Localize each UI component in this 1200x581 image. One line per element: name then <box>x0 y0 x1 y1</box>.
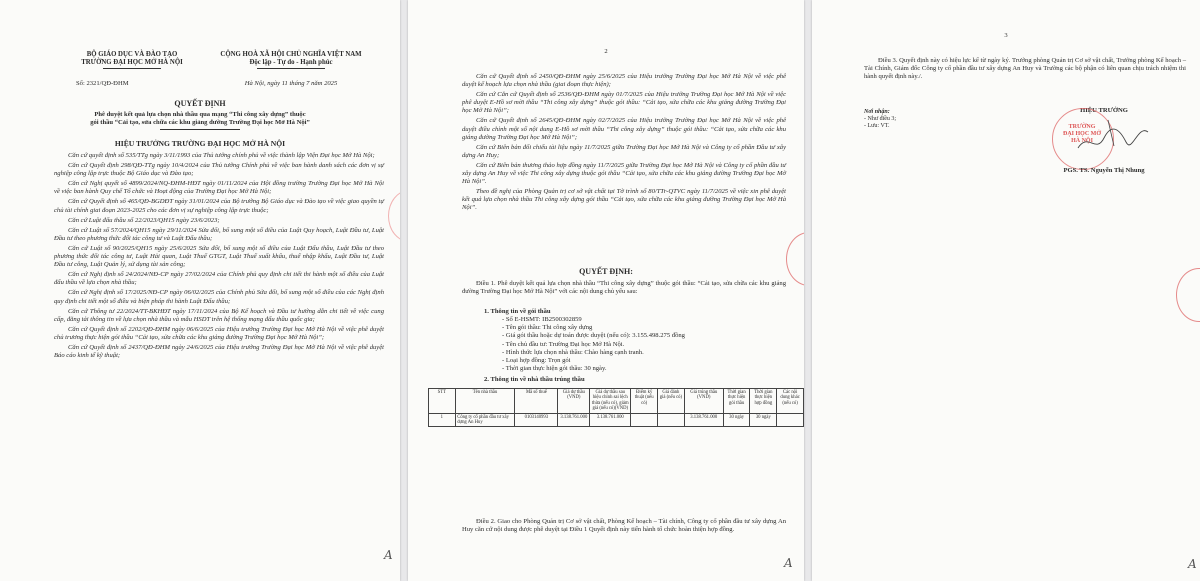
document-page-2 <box>408 0 804 581</box>
article-2: Điều 2. Giao cho Phòng Quản trị Cơ sở vật chất, Phòng Kế hoạch – Tài chính, Công ty cổ phần đầu tư xây dựng An Huy căn cứ nội dung được phê duyệt tại Điều 1 Quyết định này tiến hành tổ chức hoàn thiện hợp đồng. <box>462 518 786 534</box>
header-rule-left <box>103 68 161 69</box>
table-row <box>429 413 804 427</box>
national-motto: Độc lập - Tự do - Hạnh phúc <box>249 59 333 66</box>
table-header-row <box>429 389 804 414</box>
column-header: Thời gian thực hiện hợp đồng <box>750 389 777 414</box>
column-header: Giá dự thầu sau hiệu chỉnh sai lệch thừa (nếu có), giảm giá (nếu có)(VND) <box>590 389 631 414</box>
section-2-title: 2. Thông tin về nhà thầu trúng thầu <box>484 376 585 383</box>
legal-basis: Căn cứ Quyết định số 2450/QĐ-ĐHM ngày 25/6/2025 của Hiệu trưởng Trường Đại học Mở Hà Nội về việc phê duyệt kế hoạch lựa chọn nhà thầu (giai đoạn thực hiện); <box>462 73 786 89</box>
legal-basis: Căn cứ Nghị định số 17/2025/NĐ-CP ngày 06/02/2025 của Chính phủ Sửa đổi, bổ sung một số điều của các Nghị định quy định chi tiết một số điều và biện pháp thi hành Luật Đấu thầu; <box>54 289 384 305</box>
package-info-item: - Giá gói thầu hoặc dự toán được duyệt (nếu có): 3.155.498.275 đồng <box>502 332 685 340</box>
legal-basis: Căn cứ Căn cứ Quyết định số 2536/QĐ-ĐHM ngày 01/7/2025 của Hiệu trưởng Trường Đại học Mở Hà Nội về việc phê duyệt E-Hồ sơ mời thầu “Thi công xây dựng” thuộc gói thầu: “Cải tạo, sửa chữa các khu giảng đường Trường Đại học Mở Hà Nội”; <box>462 91 786 115</box>
legal-basis: Căn cứ Quyết định số 2202/QĐ-ĐHM ngày 06/6/2025 của Hiệu trưởng Trường Đại học Mở Hà Nội về việc phê duyệt chủ trương thực hiện gói thầu “Cải tạo, sửa chữa các khu giảng đường Trường Đại học Mở Hà Nội”; <box>54 325 384 341</box>
table-cell: 0103140993 <box>515 413 558 427</box>
table-cell <box>777 413 804 427</box>
legal-basis: Theo đề nghị của Phòng Quản trị cơ sở vật chất tại Tờ trình số 80/TTr-QTVC ngày 11/7/2025 về việc xin phê duyệt kết quả lựa chọn nhà thầu Thi công xây dựng gói thầu “Cải tạo, sửa chữa các khu giảng đường Trường Đại học Mở Hà Nội”. <box>462 188 786 212</box>
page-number: 3 <box>1004 32 1008 39</box>
section-1-title: 1. Thông tin về gói thầu <box>484 308 551 315</box>
doc-subject-line-2: gói thầu “Cải tạo, sửa chữa các khu giảng đường Trường Đại học Mở Hà Nội” <box>90 119 310 126</box>
column-header: Giá dự thầu (VND) <box>558 389 590 414</box>
column-header: STT <box>429 389 456 414</box>
initials-mark: A <box>784 556 793 570</box>
table-cell: 3.138.761.000 <box>558 413 590 427</box>
table-cell <box>631 413 658 427</box>
legal-basis: Căn cứ Nghị quyết số 4899/2024/NQ-ĐHM-HĐT ngày 01/11/2024 của Hội đồng trường Trường Đại học Mở Hà Nội về việc ban hành Quy chế Tổ chức và Hoạt động của Trường Đại học Mở Hà Nội; <box>54 180 384 196</box>
legal-basis: Căn cứ Luật số 57/2024/QH15 ngày 29/11/2024 Sửa đổi, bổ sung một số điều của Luật Quy hoạch, Luật Đầu tư, Luật Đầu tư theo phương thức đối tác công tư và Luật Đấu thầu; <box>54 226 384 242</box>
package-info-item: - Tên chủ đầu tư: Trường Đại học Mở Hà Nội. <box>502 341 685 349</box>
edge-stamp-fragment <box>786 232 804 286</box>
header-rule-right <box>257 68 325 69</box>
page-number: 2 <box>604 48 608 55</box>
legal-bases-page1 <box>54 152 384 362</box>
initials-mark: A <box>384 548 393 562</box>
ministry-name: BỘ GIÁO DỤC VÀ ĐÀO TẠO <box>86 51 178 58</box>
package-info-item: - Số E-HSMT: IB2500302859 <box>502 316 685 324</box>
legal-basis: Căn cứ Biên bản đối chiếu tài liệu ngày 11/7/2025 giữa Trường Đại học Mở Hà Nội và Công ty cổ phần Đầu tư xây dựng An Huy; <box>462 143 786 159</box>
legal-basis: Căn cứ quyết định số 535/TTg ngày 3/11/1993 của Thủ tướng chính phủ về việc thành lập Viện Đại học Mở Hà Nội; <box>68 152 375 159</box>
column-header: Điểm kỹ thuật (nếu có) <box>631 389 658 414</box>
column-header: Mã số thuế <box>515 389 558 414</box>
package-info-list <box>502 316 685 373</box>
recipient-item: - Lưu: VT. <box>864 123 896 130</box>
column-header: Các nội dung khác (nếu có) <box>777 389 804 414</box>
legal-basis: Căn cứ Biên bản thương thảo hợp đồng ngày 11/7/2025 giữa Trường Đại học Mở Hà Nội và Công ty cổ phần đầu tư xây dựng An Huy về việc Thi công xây dựng thuộc gói thầu “Cải tạo, sửa chữa các khu giảng đường Trường Đại học Mở Hà Nội”. <box>462 161 786 186</box>
winning-bidder-table <box>428 388 804 427</box>
table-cell: 3.138.761.000 <box>590 413 631 427</box>
table-cell: 3.138.761.000 <box>684 413 723 427</box>
doc-type-title: QUYẾT ĐỊNH <box>174 99 226 108</box>
column-header: Thời gian thực hiện gói thầu <box>723 389 750 414</box>
university-name: TRƯỜNG ĐẠI HỌC MỞ HÀ NỘI <box>81 59 183 66</box>
legal-basis: Căn cứ Quyết định 298/QĐ-TTg ngày 10/4/2024 của Thủ tướng Chính phủ về việc ban hành danh sách các đơn vị sự nghiệp công lập trực thuộc Bộ Giáo dục và Đào tạo; <box>54 162 384 178</box>
recipients-list <box>864 116 896 130</box>
package-info-item: - Loại hợp đồng: Trọn gói <box>502 357 685 365</box>
handwritten-signature <box>1074 112 1154 162</box>
column-header: Tên nhà thầu <box>455 389 515 414</box>
table-cell: Công ty cổ phần đầu tư xây dựng An Huy <box>455 413 515 427</box>
package-info-item: - Tên gói thầu: Thi công xây dựng <box>502 324 685 332</box>
edge-stamp-fragment <box>1176 268 1200 322</box>
article-1: Điều 1. Phê duyệt kết quả lựa chọn nhà thầu “Thi công xây dựng” thuộc gói thầu: “Cải tạo, sửa chữa các khu giảng đường Trường Đại học Mở Hà Nội” với các nội dung chủ yếu sau: <box>462 280 786 296</box>
legal-bases-page2 <box>462 73 786 215</box>
table-cell: 30 ngày <box>750 413 777 427</box>
legal-basis: Căn cứ Luật đấu thầu số 22/2023/QH15 ngày 23/6/2023; <box>68 216 220 224</box>
column-header: Giá trúng thầu (VND) <box>684 389 723 414</box>
recipients-title: Nơi nhận: <box>864 109 890 115</box>
place-date: Hà Nội, ngày 11 tháng 7 năm 2025 <box>244 80 338 87</box>
document-page-1 <box>0 0 400 581</box>
legal-basis: Căn cứ Quyết định số 465/QĐ-BGDĐT ngày 31/01/2024 của Bộ trưởng Bộ Giáo dục và Đào tạo về việc giao quyền tự chủ tài chính giai đoạn 2023-2025 cho các đơn vị sự nghiệp công lập trực thuộc; <box>54 198 384 214</box>
subject-rule <box>160 129 240 130</box>
official-seal-text: TRƯỜNG ĐẠI HỌC MỞ HÀ NỘI <box>1063 124 1101 144</box>
decision-heading: QUYẾT ĐỊNH: <box>579 267 633 276</box>
column-header: Giá đánh giá (nếu có) <box>658 389 685 414</box>
signer-title: HIỆU TRƯỞNG <box>1080 107 1128 114</box>
package-info-item: - Thời gian thực hiện gói thầu: 30 ngày. <box>502 365 685 373</box>
table-cell: 1 <box>429 413 456 427</box>
legal-basis: Căn cứ Thông tư 22/2024/TT-BKHĐT ngày 17/11/2024 của Bộ Kế hoạch và Đầu tư hướng dẫn chi tiết về việc cung cấp, đăng tải thông tin về lựa chọn nhà thầu và mẫu HSDT trên hệ thống mạng đấu thầu quốc gia; <box>54 307 384 323</box>
edge-stamp-fragment <box>388 190 400 242</box>
authority-title: HIỆU TRƯỞNG TRƯỜNG ĐẠI HỌC MỞ HÀ NỘI <box>114 139 286 148</box>
legal-basis: Căn cứ Quyết định số 2437/QĐ-ĐHM ngày 24/6/2025 của Hiệu trưởng Trường Đại học Mở Hà Nội về việc phê duyệt Báo cáo kinh tế kỹ thuật; <box>54 343 384 360</box>
country-name: CỘNG HOÀ XÃ HỘI CHỦ NGHĨA VIỆT NAM <box>220 51 362 58</box>
doc-subject-line-1: Phê duyệt kết quả lựa chọn nhà thầu qua mạng “Thi công xây dựng” thuộc <box>94 111 306 118</box>
initials-mark: A <box>1188 557 1197 571</box>
table-cell: 30 ngày <box>723 413 750 427</box>
table-cell <box>658 413 685 427</box>
package-info-item: - Hình thức lựa chọn nhà thầu: Chào hàng cạnh tranh. <box>502 349 685 357</box>
signer-name: PGS. TS. Nguyễn Thị Nhung <box>1063 167 1145 174</box>
article-3: Điều 3. Quyết định này có hiệu lực kể từ ngày ký. Trưởng phòng Quản trị Cơ sở vật chất, Trưởng phòng Kế hoạch – Tài Chính, Giám đốc Công ty cổ phần đầu tư xây dựng An Huy và Trường các bộ phận có liên quan chịu trách nhiệm thi hành quyết định này./. <box>864 57 1186 81</box>
document-page-3 <box>812 0 1200 581</box>
recipient-item: - Như điều 3; <box>864 116 896 123</box>
legal-basis: Căn cứ Nghị định số 24/2024/NĐ-CP ngày 27/02/2024 của Chính phủ quy định chi tiết thi hành một số điều của Luật đấu thầu về lựa chọn nhà thầu; <box>54 271 384 287</box>
legal-basis: Căn cứ Quyết định số 2645/QĐ-ĐHM ngày 02/7/2025 của Hiệu trưởng Trường Đại học Mở Hà Nội về việc phê duyệt điều chỉnh một số nội dung E-Hồ sơ mời thầu “Thi công xây dựng” thuộc gói thầu: “Cải tạo, sửa chữa các khu giảng đường Trường Đại học Mở Hà Nội”; <box>462 117 786 141</box>
decision-number: Số: 2321/QĐ-ĐHM <box>76 80 129 87</box>
legal-basis: Căn cứ Luật số 90/2025/QH15 ngày 25/6/2025 Sửa đổi, bổ sung một số điều của Luật Đấu thầu, Luật Đầu tư theo phương thức đối tác công tư, Luật Hải quan, Luật Thuế GTGT, Luật Thuế xuất khẩu, thuế nhập khẩu, Luật Đầu tư, Luật Đầu tư công, Luật Quản lý, sử dụng tài sản công; <box>54 244 384 269</box>
